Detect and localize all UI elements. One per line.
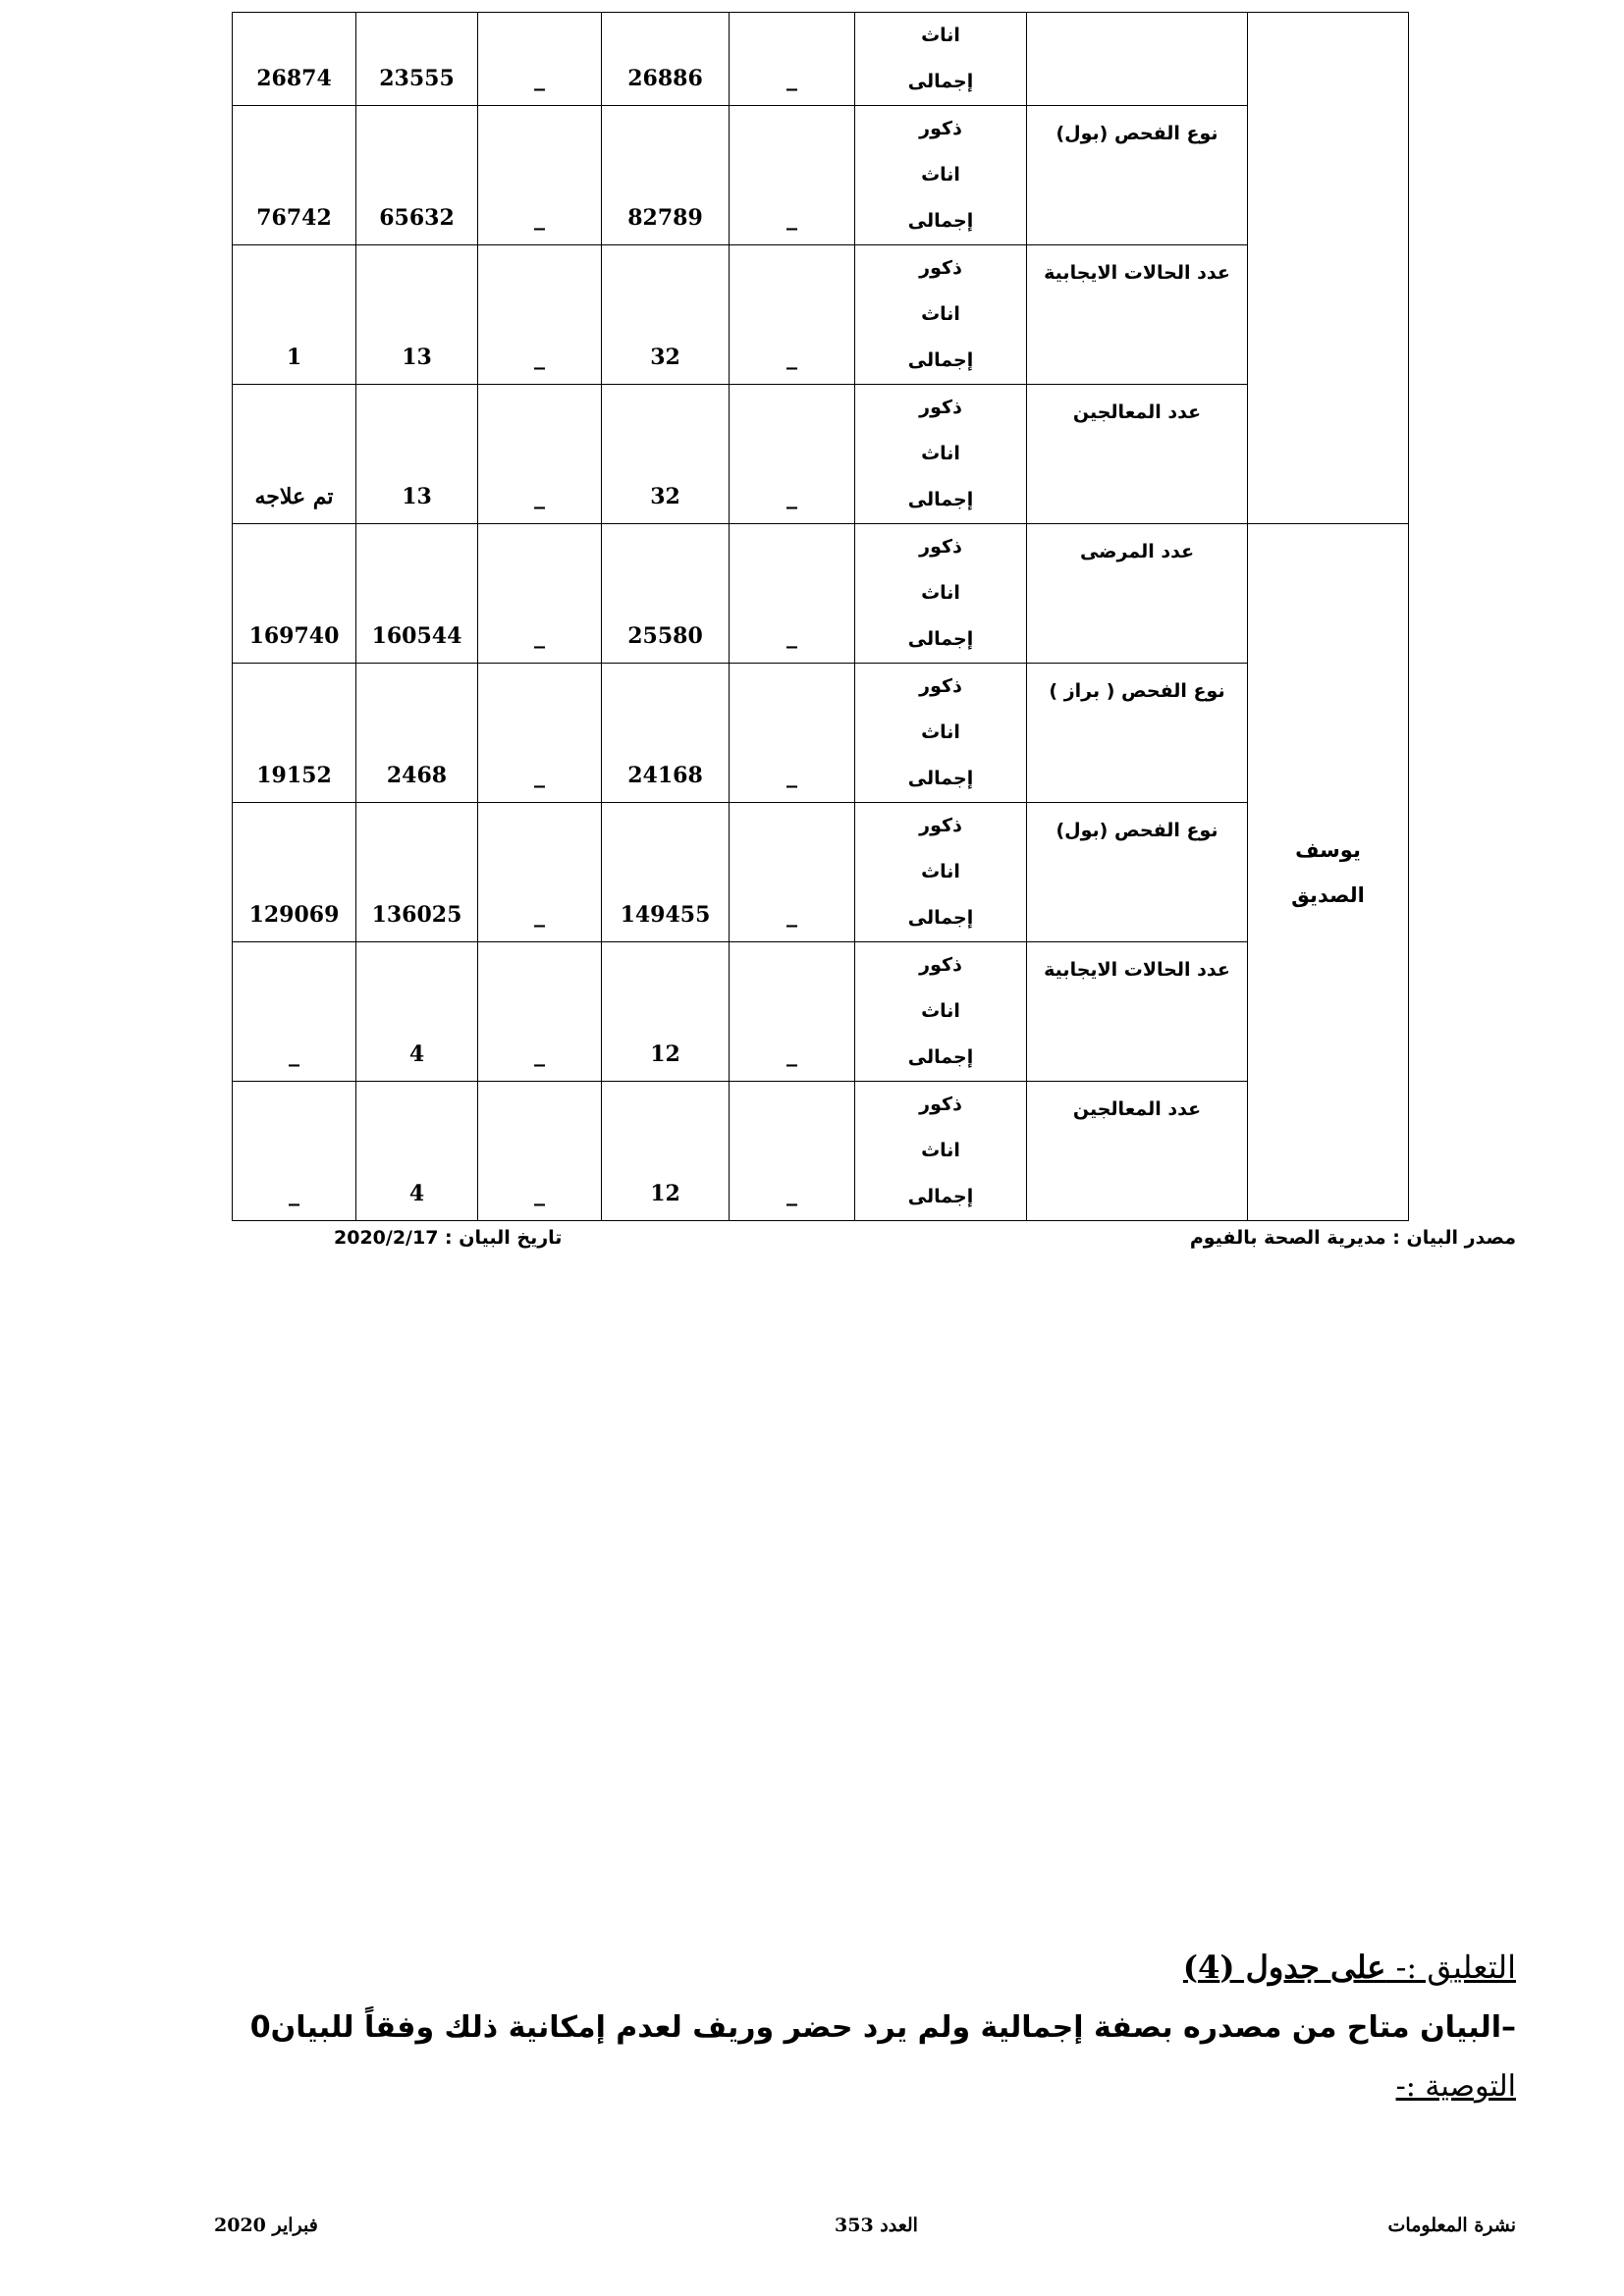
table-cell-c1: _	[730, 524, 855, 664]
table-cell-c3: _	[478, 524, 602, 664]
sex-label: إجمالى	[907, 489, 974, 510]
table-cell-c1: _	[730, 803, 855, 942]
table-row	[233, 524, 1531, 664]
sex-label: إجمالى	[907, 768, 974, 789]
comment-table-ref: على جدول (4)	[1182, 1949, 1386, 1986]
sex-label: ذكور	[919, 954, 962, 976]
sex-label: إجمالى	[907, 907, 974, 929]
sex-label: ذكور	[919, 118, 962, 139]
table-cell-c2: 12	[602, 942, 730, 1082]
table-row	[233, 13, 1531, 106]
table-cell-c5: 26874	[233, 13, 356, 106]
table-cell-c2: 149455	[602, 803, 730, 942]
footer-date: فبراير 2020	[214, 2215, 318, 2236]
table-cell-c2: 82789	[602, 106, 730, 245]
sex-label: إجمالى	[907, 71, 974, 92]
sex-label: اناث	[921, 861, 960, 882]
recommendation-heading: التوصية :-	[1395, 2069, 1516, 2104]
data-date: تاريخ البيان : 2020/2/17	[334, 1227, 563, 1249]
table-cell-c3: _	[478, 13, 602, 106]
item-label-cell: نوع الفحص (بول)	[1027, 106, 1248, 245]
sex-label: اناث	[921, 25, 960, 46]
table-cell-c5: 129069	[233, 803, 356, 942]
sex-label: إجمالى	[907, 1046, 974, 1068]
table-cell-c5: 1	[233, 245, 356, 385]
table-cell-c2: 32	[602, 385, 730, 524]
table-cell-c4: 4	[356, 1082, 478, 1221]
table-cell-c3: _	[478, 1082, 602, 1221]
item-label-cell: عدد المرضى	[1027, 524, 1248, 664]
place-cell	[1248, 13, 1409, 524]
place-cell: يوسف الصديق	[1248, 524, 1409, 1221]
table-cell-c2: 32	[602, 245, 730, 385]
sex-breakdown-cell	[855, 664, 1027, 803]
table-cell-c3: _	[478, 106, 602, 245]
sex-label: إجمالى	[907, 210, 974, 232]
table-cell-c4: 160544	[356, 524, 478, 664]
table-cell-c1: _	[730, 106, 855, 245]
table-cell-c4: 4	[356, 942, 478, 1082]
item-label-cell: عدد المعالجين	[1027, 385, 1248, 524]
sex-breakdown-cell	[855, 942, 1027, 1082]
sex-label: اناث	[921, 303, 960, 325]
sex-label: اناث	[921, 443, 960, 464]
table-cell-c1: _	[730, 942, 855, 1082]
sex-label: ذكور	[919, 257, 962, 279]
table-cell-c5: _	[233, 1082, 356, 1221]
footer-issue: العدد 353	[835, 2215, 918, 2236]
item-label-cell: عدد الحالات الايجابية	[1027, 942, 1248, 1082]
table-cell-c2: 12	[602, 1082, 730, 1221]
sex-breakdown-cell	[855, 106, 1027, 245]
table-cell-c5: _	[233, 942, 356, 1082]
item-label-cell: نوع الفحص (بول)	[1027, 803, 1248, 942]
table-cell-c2: 26886	[602, 13, 730, 106]
table-cell-c4: 13	[356, 385, 478, 524]
sex-breakdown-cell	[855, 803, 1027, 942]
table-cell-c3: _	[478, 803, 602, 942]
sex-label: اناث	[921, 721, 960, 743]
table-cell-c3: _	[478, 245, 602, 385]
sex-breakdown-cell	[855, 1082, 1027, 1221]
sex-label: ذكور	[919, 536, 962, 558]
sex-label: اناث	[921, 1000, 960, 1022]
sex-label: اناث	[921, 164, 960, 186]
table-cell-c1: _	[730, 13, 855, 106]
sex-breakdown-cell	[855, 245, 1027, 385]
sex-breakdown-cell	[855, 524, 1027, 664]
table-cell-c5: 76742	[233, 106, 356, 245]
sex-label: ذكور	[919, 675, 962, 697]
table-cell-c1: _	[730, 245, 855, 385]
sex-label: ذكور	[919, 397, 962, 418]
table-cell-c4: 13	[356, 245, 478, 385]
sex-breakdown-cell	[855, 385, 1027, 524]
sex-breakdown-cell	[855, 13, 1027, 106]
table-cell-c4: 136025	[356, 803, 478, 942]
table-cell-c1: _	[730, 385, 855, 524]
data-source: مصدر البيان : مديرية الصحة بالفيوم	[1189, 1227, 1516, 1249]
sex-label: إجمالى	[907, 349, 974, 371]
table-cell-c4: 65632	[356, 106, 478, 245]
item-label-cell: عدد الحالات الايجابية	[1027, 245, 1248, 385]
table-cell-c1: _	[730, 1082, 855, 1221]
table-cell-c1: _	[730, 664, 855, 803]
table-cell-c2: 24168	[602, 664, 730, 803]
comment-heading	[1183, 1949, 1516, 1986]
comment-label: التعليق :-	[1385, 1949, 1516, 1986]
sex-label: اناث	[921, 582, 960, 604]
sex-label: إجمالى	[907, 628, 974, 650]
sex-label: ذكور	[919, 815, 962, 836]
footer-bulletin: نشرة المعلومات	[1387, 2215, 1516, 2236]
table-cell-c4: 2468	[356, 664, 478, 803]
table-cell-c4: 23555	[356, 13, 478, 106]
item-label-cell: نوع الفحص ( براز )	[1027, 664, 1248, 803]
table-cell-c3: _	[478, 942, 602, 1082]
table-cell-c2: 25580	[602, 524, 730, 664]
sex-label: اناث	[921, 1140, 960, 1161]
sex-label: إجمالى	[907, 1186, 974, 1207]
data-table	[232, 12, 1531, 1221]
table-cell-c5: 169740	[233, 524, 356, 664]
table-cell-c3: _	[478, 385, 602, 524]
table-cell-c5: 19152	[233, 664, 356, 803]
comment-text: –البيان متاح من مصدره بصفة إجمالية ولم يرد حضر وريف لعدم إمكانية ذلك وفقاً للبيان0	[249, 2010, 1516, 2045]
item-label-cell	[1027, 13, 1248, 106]
table-cell-c5: تم علاجه	[233, 385, 356, 524]
item-label-cell: عدد المعالجين	[1027, 1082, 1248, 1221]
sex-label: ذكور	[919, 1094, 962, 1115]
table-cell-c3: _	[478, 664, 602, 803]
